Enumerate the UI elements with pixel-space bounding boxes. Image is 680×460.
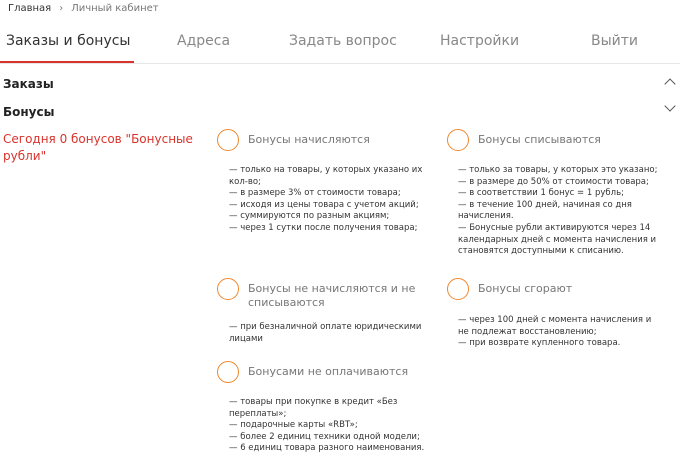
list-item: — подарочные карты «RBT»;	[229, 420, 358, 431]
block-bonuses-burn	[447, 280, 662, 350]
active-tab-indicator	[0, 61, 134, 63]
rules-list	[229, 397, 452, 455]
chevron-up-icon[interactable]	[664, 78, 675, 89]
list-item: — исходя из цены товара с учетом акций;	[229, 199, 419, 210]
circle-marker-icon	[447, 278, 469, 300]
section-bonuses-header[interactable]: Бонусы	[3, 105, 55, 119]
list-item: — более 2 единиц техники одной модели;	[229, 431, 420, 442]
rules-list	[229, 165, 442, 235]
tab-settings[interactable]: Настройки	[440, 33, 520, 49]
list-item: — через 100 дней с момента начисления и не подлежат восстановлению;	[458, 315, 652, 337]
breadcrumb-separator-icon: ›	[59, 3, 64, 14]
list-item: — в течение 100 дней, начиная со дня начисления.	[458, 199, 632, 222]
block-title: Бонусы не начисляются и не списываются	[248, 282, 416, 309]
rules-list	[229, 322, 424, 345]
tab-orders-bonuses[interactable]: Заказы и бонусы	[6, 33, 131, 49]
tab-ask-question[interactable]: Задать вопрос	[289, 33, 397, 49]
block-title: Бонусы списываются	[478, 133, 601, 146]
tab-bar	[0, 28, 680, 64]
list-item: — товары при покупке в кредит «Без переплаты»;	[229, 397, 398, 419]
list-item: — Бонусные рубли активируются через 14 календарных дней с момента начисления и становятся доступными к списанию.	[458, 222, 657, 257]
circle-marker-icon	[217, 129, 239, 151]
list-item: — только за товары, у которых это указано;	[458, 165, 658, 175]
circle-marker-icon	[447, 129, 469, 151]
list-item: — в размере 3% от стоимости товара;	[229, 188, 401, 199]
tab-addresses[interactable]: Адреса	[177, 33, 231, 49]
block-not-payable-with-bonuses	[217, 363, 452, 455]
list-item: — в соответствии 1 бонус = 1 рубль;	[458, 188, 624, 199]
list-item: — через 1 сутки после получения товара;	[229, 222, 418, 233]
rules-list	[458, 315, 662, 350]
block-bonuses-spent	[447, 131, 662, 258]
list-item: — суммируются по разным акциям;	[229, 211, 390, 222]
bonus-count-text: Сегодня 0 бонусов "Бонусные рубли"	[3, 132, 193, 163]
block-title: Бонусы начисляются	[248, 133, 370, 146]
circle-marker-icon	[217, 278, 239, 300]
list-item: — только на товары, у которых указано их кол-во;	[229, 165, 423, 187]
circle-marker-icon	[217, 361, 239, 383]
block-bonuses-accrued	[217, 131, 442, 235]
rules-list	[458, 165, 662, 258]
breadcrumb-current: Личный кабинет	[71, 3, 159, 14]
block-bonuses-not-accrued	[217, 280, 429, 345]
chevron-down-icon[interactable]	[664, 100, 675, 111]
list-item: — 6 единиц товара разного наименования.	[229, 443, 425, 454]
block-title: Бонусами не оплачиваются	[248, 365, 409, 378]
block-title: Бонусы сгорают	[478, 282, 573, 295]
tab-logout[interactable]: Выйти	[591, 33, 639, 49]
section-orders-header[interactable]: Заказы	[3, 77, 54, 91]
list-item: — в размере до 50% от стоимости товара;	[458, 176, 649, 187]
breadcrumb-home-link[interactable]: Главная	[8, 3, 52, 14]
list-item: — при возврате купленного товара.	[458, 338, 621, 349]
breadcrumb	[8, 3, 159, 14]
list-item: — при безналичной оплате юридическими лицами	[229, 322, 422, 344]
